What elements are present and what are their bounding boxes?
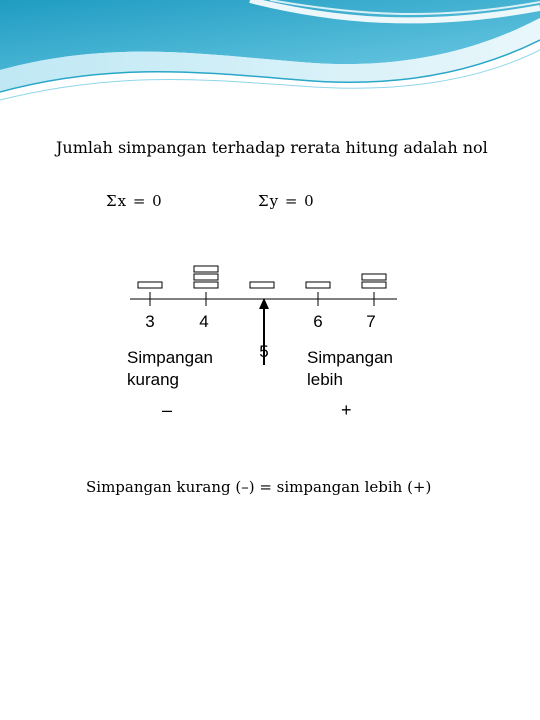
axis-label-7: 7 [366, 312, 376, 331]
mean-arrow-head [259, 298, 269, 309]
sum-x: Σx = 0 [106, 192, 163, 210]
box-7-2 [362, 274, 386, 280]
axis-label-6: 6 [313, 312, 323, 331]
sum-y: Σy = 0 [258, 192, 315, 210]
box-4-1 [194, 282, 218, 288]
box-6-1 [306, 282, 330, 288]
box-7-1 [362, 282, 386, 288]
box-4-2 [194, 274, 218, 280]
mean-label: 5 [259, 342, 269, 361]
footer-equation: Simpangan kurang (–) = simpangan lebih (+) [86, 478, 432, 496]
box-5-1 [250, 282, 274, 288]
left-label: Simpangan kurang [127, 348, 214, 389]
axis-label-4: 4 [199, 312, 209, 331]
page-title: Jumlah simpangan terhadap rerata hitung adalah nol [56, 138, 488, 157]
plus-sign: + [341, 400, 352, 420]
box-4-3 [194, 266, 218, 272]
axis-label-3: 3 [145, 312, 155, 331]
box-3-1 [138, 282, 162, 288]
right-label: Simpangan lebih [307, 348, 394, 389]
minus-sign: – [162, 400, 173, 420]
